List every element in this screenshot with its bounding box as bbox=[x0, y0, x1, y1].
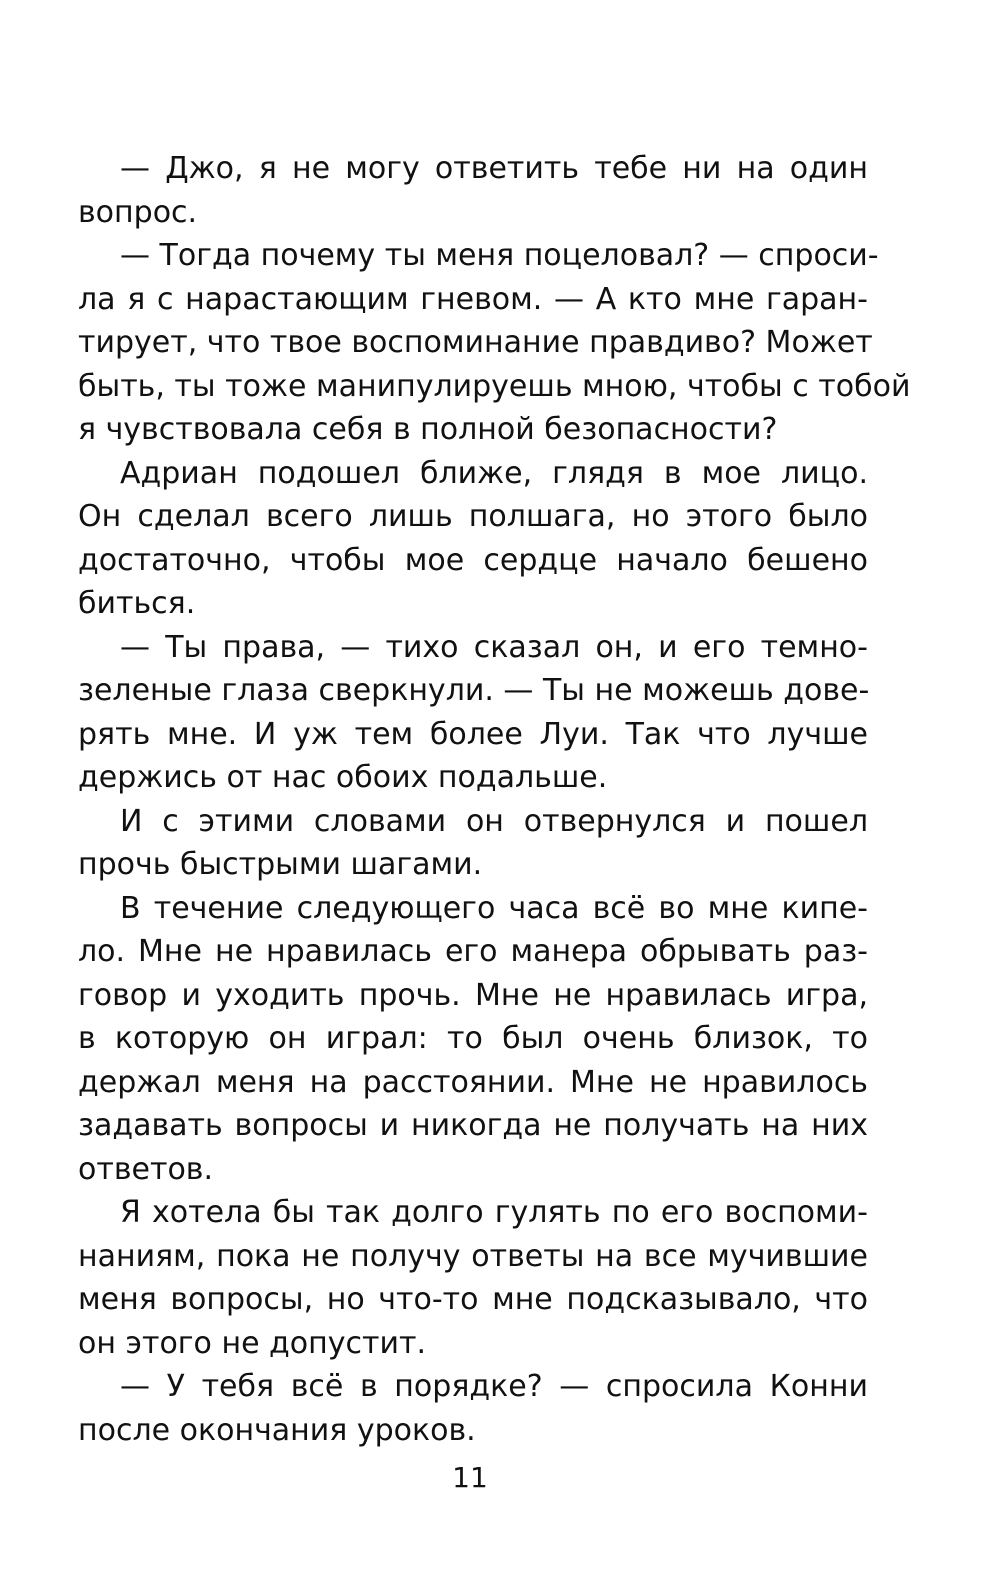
text-line: — Джо, я не могу ответить тебе ни на один bbox=[120, 151, 868, 186]
text-line: достаточно, чтобы мое сердце начало бешено bbox=[78, 542, 868, 578]
text-line: рять мне. И уж тем более Луи. Так что лучше bbox=[78, 716, 868, 752]
text-line: ло. Мне не нравилась его манера обрывать раз- bbox=[78, 934, 868, 969]
text-line: быть, ты тоже манипулируешь мною, чтобы с тобой bbox=[78, 368, 911, 404]
text-line: наниям, пока не получу ответы на все мучившие bbox=[78, 1238, 868, 1274]
text-line: ла я с нарастающим гневом. — А кто мне гаран- bbox=[78, 281, 868, 317]
text-line: Он сделал всего лишь полшага, но этого было bbox=[78, 499, 868, 534]
text-line: — Тогда почему ты меня поцеловал? — спроси- bbox=[120, 238, 879, 273]
text-line: зеленые глаза сверкнули. — Ты не можешь дове- bbox=[78, 673, 870, 708]
text-line: прочь быстрыми шагами. bbox=[78, 847, 483, 882]
text-line: задавать вопросы и никогда не получать на них bbox=[78, 1108, 868, 1143]
text-line: — У тебя всё в порядке? — спросила Конни bbox=[120, 1369, 868, 1404]
page-body bbox=[78, 147, 911, 1452]
text-line: говор и уходить прочь. Мне не нравилась игра, bbox=[78, 977, 868, 1013]
text-line: — Ты права, — тихо сказал он, и его темно- bbox=[120, 629, 868, 665]
text-line: И с этими словами он отвернулся и пошел bbox=[120, 803, 868, 839]
text-line: Я хотела бы так долго гулять по его воспоми- bbox=[120, 1195, 868, 1230]
text-line: в которую он играл: то был очень близок, то bbox=[78, 1021, 868, 1056]
text-line: я чувствовала себя в полной безопасности? bbox=[78, 412, 778, 447]
page-number: 11 bbox=[452, 1461, 488, 1494]
text-line: он этого не допустит. bbox=[78, 1325, 427, 1361]
text-line: держал меня на расстоянии. Мне не нравилось bbox=[78, 1064, 868, 1100]
text-line: Адриан подошел ближе, глядя в мое лицо. bbox=[120, 455, 868, 491]
text-line: В течение следующего часа всё во мне кипе- bbox=[120, 890, 868, 926]
text-line: вопрос. bbox=[78, 194, 198, 230]
text-line: после окончания уроков. bbox=[78, 1412, 476, 1448]
text-line: биться. bbox=[78, 586, 196, 621]
text-line: ответов. bbox=[78, 1151, 214, 1187]
text-line: тирует, что твое воспоминание правдиво? Может bbox=[78, 325, 873, 360]
text-line: держись от нас обоих подальше. bbox=[78, 760, 608, 795]
text-line: меня вопросы, но что-то мне подсказывало, что bbox=[78, 1282, 868, 1317]
